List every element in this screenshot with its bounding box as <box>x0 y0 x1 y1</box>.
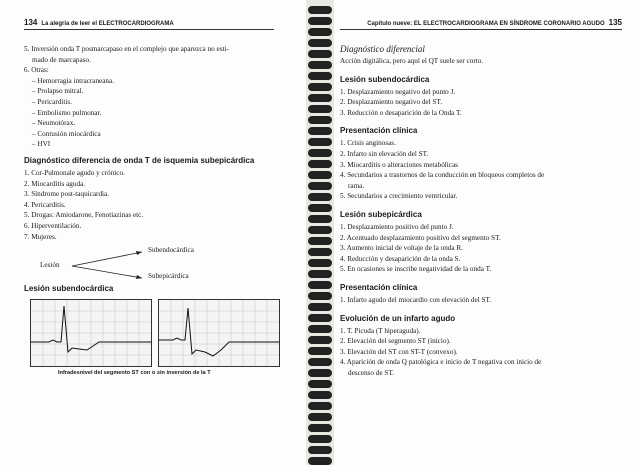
right-page-header <box>340 18 622 30</box>
evol-item: descenso de ST. <box>348 368 394 377</box>
dx-diff-title: Diagnóstico diferencial <box>340 44 425 54</box>
evol-item: 3. Elevación del ST con ST-T (convexo). <box>340 347 458 356</box>
intro-item: 6. Otras: <box>24 66 49 75</box>
subendo-item: 2. Desplazamiento negativo del ST. <box>340 98 443 107</box>
subendo-item: 1. Desplazamiento negativo del punto J. <box>340 87 456 96</box>
branch-root-label: Lesión <box>40 261 60 270</box>
otras-item: – Hemorragia intracraneana. <box>32 76 115 85</box>
pres1-item: 1. Crisis anginosas. <box>340 139 396 148</box>
otras-item: – Contusión miocárdica <box>32 129 101 138</box>
otras-item: – Embolismo pulmonar. <box>32 108 102 117</box>
evol-list <box>340 326 622 379</box>
right-header-title: Capítulo nueve: EL ELECTROCARDIOGRAMA EN SÍNDROME CORONARIO AGUDO <box>367 21 605 27</box>
evol-item: 4. Aparición de onda Q patológica e inicio de T negativa con inicio de <box>340 358 542 367</box>
subendo-list <box>340 87 622 119</box>
subepi-list <box>340 222 622 275</box>
branch-top-label: Subendocárdica <box>148 246 194 255</box>
otras-item: – Pericarditis. <box>32 97 72 106</box>
ecg-figures <box>30 299 298 367</box>
branch-bottom-label: Subepicárdica <box>148 272 189 281</box>
pres1-item: 4. Secundarios a trastornos de la conducción en bloqueos completos de <box>340 171 545 180</box>
pres1-item: 2. Infarto sin elevación del ST. <box>340 149 429 158</box>
intro-item: mado de marcapaso. <box>32 55 91 64</box>
pres1-item: 3. Miocarditis o alteraciones metabólicas <box>340 160 458 169</box>
evol-item: 2. Elevación del segmento ST (inicio). <box>340 337 451 346</box>
evol-item: 1. T. Picuda (T hiperaguda). <box>340 326 421 335</box>
left-page <box>0 0 312 465</box>
subendo-item: 3. Reducción o desaparición de la Onda T. <box>340 108 462 117</box>
pres2-title: Presentación clínica <box>340 282 418 292</box>
ecg-strip-left <box>30 299 152 367</box>
subepi-item: 4. Reducción y desaparición de la onda S. <box>340 254 461 263</box>
subepi-item: 3. Aumento inicial de voltaje de la onda R. <box>340 244 463 253</box>
lesion-subendo-title: Lesión subendocárdica <box>24 284 114 294</box>
intro-list <box>24 44 298 150</box>
dx-item: 1. Cor-Pulmonale agudo y crónico. <box>24 168 125 177</box>
intro-item: 5. Inversión onda T posmarcapaso en el complejo que aparezca no esti- <box>24 45 229 53</box>
pres2-list <box>340 295 622 306</box>
subendo-title: Lesión subendocárdica <box>340 74 430 84</box>
evol-title: Evolución de un infarto agudo <box>340 313 456 323</box>
subepi-item: 2. Acentuado desplazamiento positivo del segmento ST. <box>340 233 501 242</box>
dx-section-title: Diagnóstico diferencia de onda T de isquemia subepicárdica <box>24 155 255 165</box>
dx-diff-text: Acción digitálica, pero aquí el QT suele ser corto. <box>340 57 484 65</box>
subepi-title: Lesión subepicárdica <box>340 209 422 219</box>
dx-item: 7. Mujeres. <box>24 232 57 241</box>
otras-item: – Prolapso mitral. <box>32 87 84 96</box>
dx-item: 6. Hiperventilación. <box>24 221 82 230</box>
left-page-number: 134 <box>24 18 38 27</box>
ecg-strip-right <box>158 299 280 367</box>
otras-item: – HVI <box>32 140 51 149</box>
ecg-caption: Infradesnivel del segmento ST con o sin inversión de la T <box>58 370 211 377</box>
right-page-number: 135 <box>608 18 622 27</box>
dx-item: 3. Síndrome post-taquicardia. <box>24 190 110 199</box>
left-header-title: La alegría de leer el ELECTROCARDIOGRAMA <box>41 21 174 27</box>
pres1-item: rama. <box>348 181 365 190</box>
otras-item: – Neumotórax. <box>32 119 76 128</box>
left-page-header <box>24 18 274 30</box>
pres1-title: Presentación clínica <box>340 126 418 136</box>
otras-list <box>24 76 298 150</box>
dx-item: 4. Pericarditis. <box>24 200 66 209</box>
lesion-branch-diagram <box>24 244 298 284</box>
subepi-item: 5. En ocasiones se inscribe negatividad de la onda T. <box>340 265 492 274</box>
dx-item: 2. Miocarditis aguda. <box>24 179 86 188</box>
pres1-item: 5. Secundarios a crecimiento ventricular. <box>340 192 458 201</box>
right-page <box>326 0 638 465</box>
pres1-list <box>340 138 622 202</box>
dx-item: 5. Drogas: Amiodarone, Fenotiazinas etc. <box>24 211 144 220</box>
dx-list <box>24 168 298 242</box>
pres2-item: 1. Infarto agudo del miocardio con elevación del ST. <box>340 295 492 304</box>
subepi-item: 1. Desplazamiento positivo del punto J. <box>340 222 454 231</box>
